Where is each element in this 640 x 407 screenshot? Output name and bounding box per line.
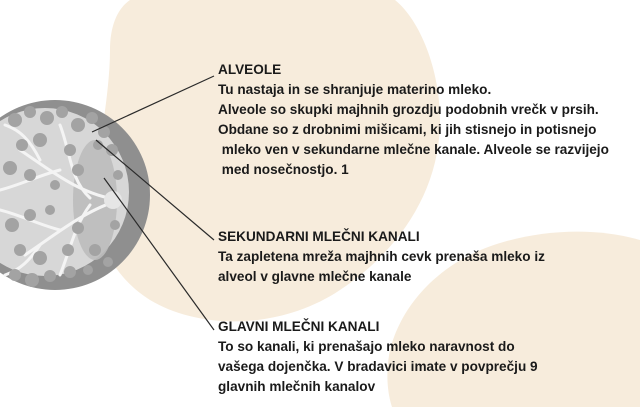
label-title: ALVEOLE xyxy=(218,62,282,77)
label-line: vašega dojenčka. V bradavici imate v povprečju 9 xyxy=(218,359,538,374)
label-glavni-mlecni-kanali xyxy=(218,317,538,397)
label-line: Obdane so z drobnimi mišicami, ki jih stisnejo in potisnejo xyxy=(218,122,597,137)
label-line: mleko ven v sekundarne mlečne kanale. Alveole se razvijejo xyxy=(218,142,609,157)
label-title: SEKUNDARNI MLEČNI KANALI xyxy=(218,229,420,244)
label-line: To so kanali, ki prenašajo mleko naravnost do xyxy=(218,339,515,354)
label-sekundarni-mlecni-kanali xyxy=(218,227,545,287)
label-line: alveol v glavne mlečne kanale xyxy=(218,269,412,284)
label-line: Alveole so skupki majhnih grozdju podobnih vrečk v prsih. xyxy=(218,102,599,117)
label-line: med nosečnostjo. 1 xyxy=(218,162,349,177)
label-line: glavnih mlečnih kanalov xyxy=(218,379,376,394)
label-alveole xyxy=(218,60,609,180)
label-line: Ta zapletena mreža majhnih cevk prenaša mleko iz xyxy=(218,249,545,264)
label-title: GLAVNI MLEČNI KANALI xyxy=(218,319,380,334)
label-line: Tu nastaja in se shranjuje materino mleko. xyxy=(218,82,492,97)
